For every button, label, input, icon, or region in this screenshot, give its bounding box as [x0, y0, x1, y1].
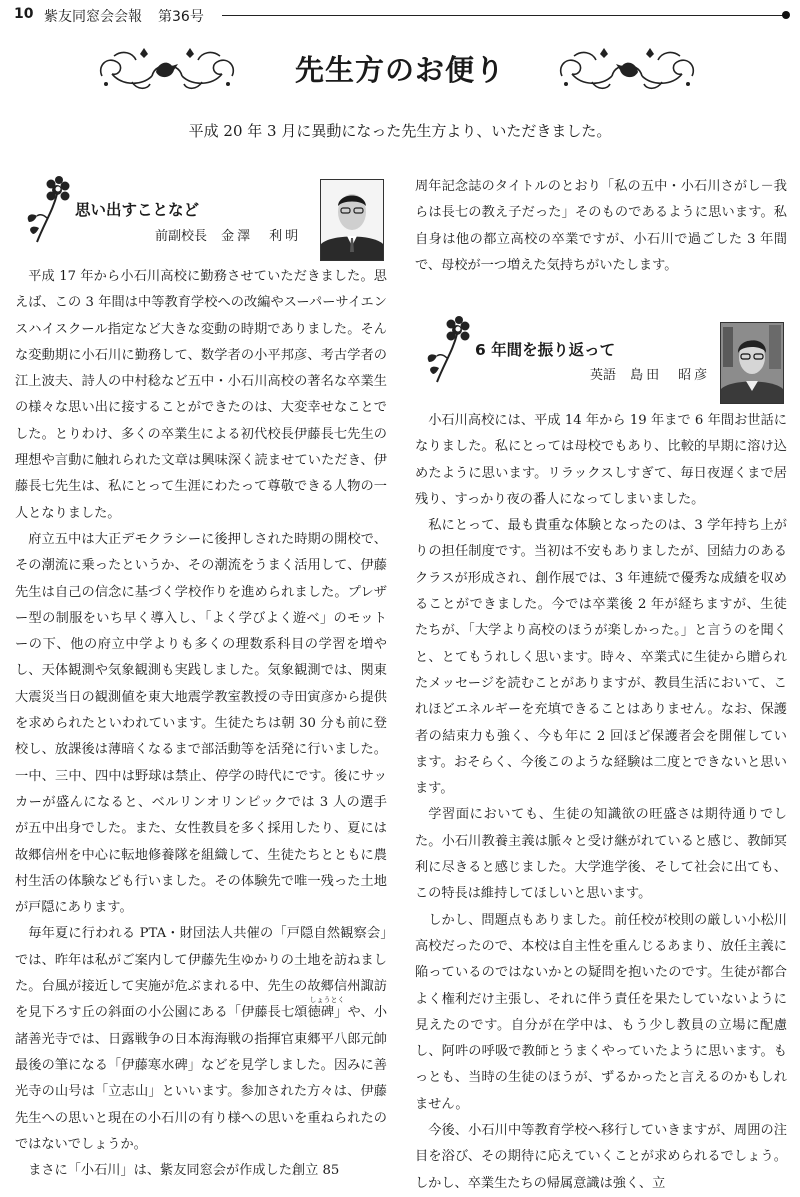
article1-title: 思い出すことなど	[75, 201, 200, 219]
article2-title: 6 年間を振り返って	[475, 341, 616, 359]
article1-paragraph-3-part-1: 毎年夏に行われる PTA・財団法人共催の「戸隠自然観察会」では、昨年は私がご案内して伊藤先生ゆかりの土地を訪ねました。台風が接近して実施が危ぶまれる中、先生の故郷信州諏訪を見下ろす丘の斜面の小公園にある「伊藤長七	[15, 926, 387, 1021]
main-title: 先生方のお便り	[294, 53, 505, 87]
article2-portrait-photo	[720, 322, 784, 404]
article1-continuation	[415, 174, 787, 279]
subtitle: 平成 20 年 3 月に異動になった先生方より、いただきました。	[188, 122, 612, 140]
article2-paragraph-3: 学習面においても、生徒の知識欲の旺盛さは期待通りでした。小石川教養主義は脈々と受け継がれていると感じ、教師冥利に尽きると感じました。大学進学後、そして社会に出ても、この特長は維持してほしいと思います。	[415, 807, 787, 902]
article1-portrait-photo	[320, 179, 384, 261]
flower-icon	[423, 316, 473, 386]
publication-name: 紫友同窓会会報	[44, 9, 142, 25]
article1-author-role: 前副校長	[155, 229, 208, 244]
ruby-reading: しょうとく	[309, 996, 345, 1005]
right-column	[415, 0, 787, 1191]
article2-author-name: 島田 昭彦	[630, 368, 711, 383]
article1-body	[15, 264, 387, 1184]
article1-paragraph-2: 府立五中は大正デモクラシーに後押しされた時期の開校で、その潮流に乗ったというか、その潮流をうまく活用して、伊藤先生は自己の信念に基づく学校作りを進められました。プレザー型の制服をいち早く導入し、「よく学びよく遊べ」のモットーの下、他の府立中学よりも多くの理数系科目の学習を増やし、天体観測や気象観測も実践しました。気象観測では、関東大震災当日の観測値を東大地震学教室教授の寺田寅彦から提供を求められたといわれています。生徒たちは朝 30 分も前に登校し、放課後は薄暗くなるまで部活動等を活発に行いました。一中、三中、四中は野球は禁止、停学の時代にです。後にサッカーが盛んになると、ベルリンオリンピックでは 3 人の選手が五中出身でした。また、女性教員を多く採用したり、夏には故郷信州を中心に転地修養隊を組織して、生徒たちとともに農村生活の体験なども行いました。その体験先で唯一残った土地が戸隠にあります。	[15, 531, 387, 916]
article1-paragraph-1: 平成 17 年から小石川高校に勤務させていただきました。思えば、この 3 年間は中等教育学校への改編やスーパーサイエンスハイスクール指定など大きな変動の時期でありました。そんな変動期に小石川に勤務して、数学者の小平邦彦、考古学者の江上波夫、詩人の中村稔など五中・小石川高校の著名な卒業生の様々な思い出に接することができたのは、大変幸せなことでした。とりわけ、多くの卒業生による初代校長伊藤長七先生の理想や言動に触れられた文章は興味深く読ませていただき、伊藤長七先生は、私にとって生涯にわたって尊敬できる人物の一人となりました。	[15, 269, 387, 521]
article1-author-name: 金澤 利明	[221, 229, 302, 244]
article2-paragraph-4: しかし、問題点もありました。前任校が校則の厳しい小松川高校だったので、本校は自主性を重んじるあまり、放任主義に陥っているのではないかとの疑問を抱いたのです。生徒が都合よく権利だけ主張し、それに伴う責任を果たしていないように見えたのです。自分が在学中は、もう少し教員の立場に配慮し、阿吽の呼吸で教師とうまくやっていたように思います。もっとも、当時の生徒のほうが、ずるかったと言えるのかもしれません。	[415, 912, 787, 1112]
article2-paragraph-2: 私にとって、最も貴重な体験となったのは、3 学年持ち上がりの担任制度です。当初は不安もありましたが、団結力のあるクラスが形成され、創作展では、3 年連続で優秀な成績を収めることができました。今では卒業後 2 年が経ちますが、生徒たちが、「大学より高校のほうが楽しかった。」と言うのを聞くと、とてもうれしく思います。時々、卒業式に生徒から贈られたメッセージを読むことがありますが、教員生活において、これほどエネルギーを充填できることはありません。なお、保護者の結束力も強く、今も年に 2 回ほど保護者会を開催しています。おそらく、今後このような経験は二度とできないと思います。	[415, 518, 787, 797]
flower-icon	[23, 176, 73, 246]
ruby-annotated-word	[294, 996, 345, 1021]
article2-paragraph-1: 小石川高校には、平成 14 年から 19 年まで 6 年間お世話になりました。私にとっては母校でもあり、比較的早期に溶け込めたように思います。リラックスしすぎて、毎日夜遅くまで居残り、すっかり夜の番人になってしまいました。	[415, 413, 787, 507]
article1-paragraph-3-part-2: 碑」や、小諸善光寺では、日露戦争の日本海海戦の指揮官東郷平八郎元帥最後の筆になる「伊藤寒水碑」などを見学しました。因みに善光寺の山号は「立志山」といいます。参加された方々は、伊藤先生への思いと現在の小石川の有り様への思いを重ねられたのではないでしょうか。	[15, 1005, 388, 1152]
article2-paragraph-5: 今後、小石川中等教育学校へ移行していきますが、周囲の注目を浴び、その期待に応えていくことが求められるでしょう。しかし、卒業生たちの帰属意識は強く、立	[415, 1123, 787, 1191]
article1-continuation-text: 周年記念誌のタイトルのとおり「私の五中・小石川さがし－我らは長七の教え子だった」そのものであるように思います。私自身は他の都立高校の卒業ですが、小石川で過ごした 3 年間で、母校が一つ増えた気持ちがいたします。	[415, 179, 787, 273]
article1-paragraph-3	[15, 921, 387, 1158]
left-column	[15, 0, 388, 1179]
page-number: 10	[14, 6, 34, 22]
article2-author	[590, 364, 710, 383]
article2-body	[415, 408, 787, 1197]
article2-author-role: 英語	[590, 368, 617, 383]
issue-number: 第36号	[158, 9, 204, 25]
ruby-base: 頌徳	[294, 1005, 321, 1021]
article1-author	[155, 225, 301, 244]
article1-paragraph-4: まさに「小石川」は、紫友同窓会が作成した創立 85	[28, 1163, 340, 1179]
